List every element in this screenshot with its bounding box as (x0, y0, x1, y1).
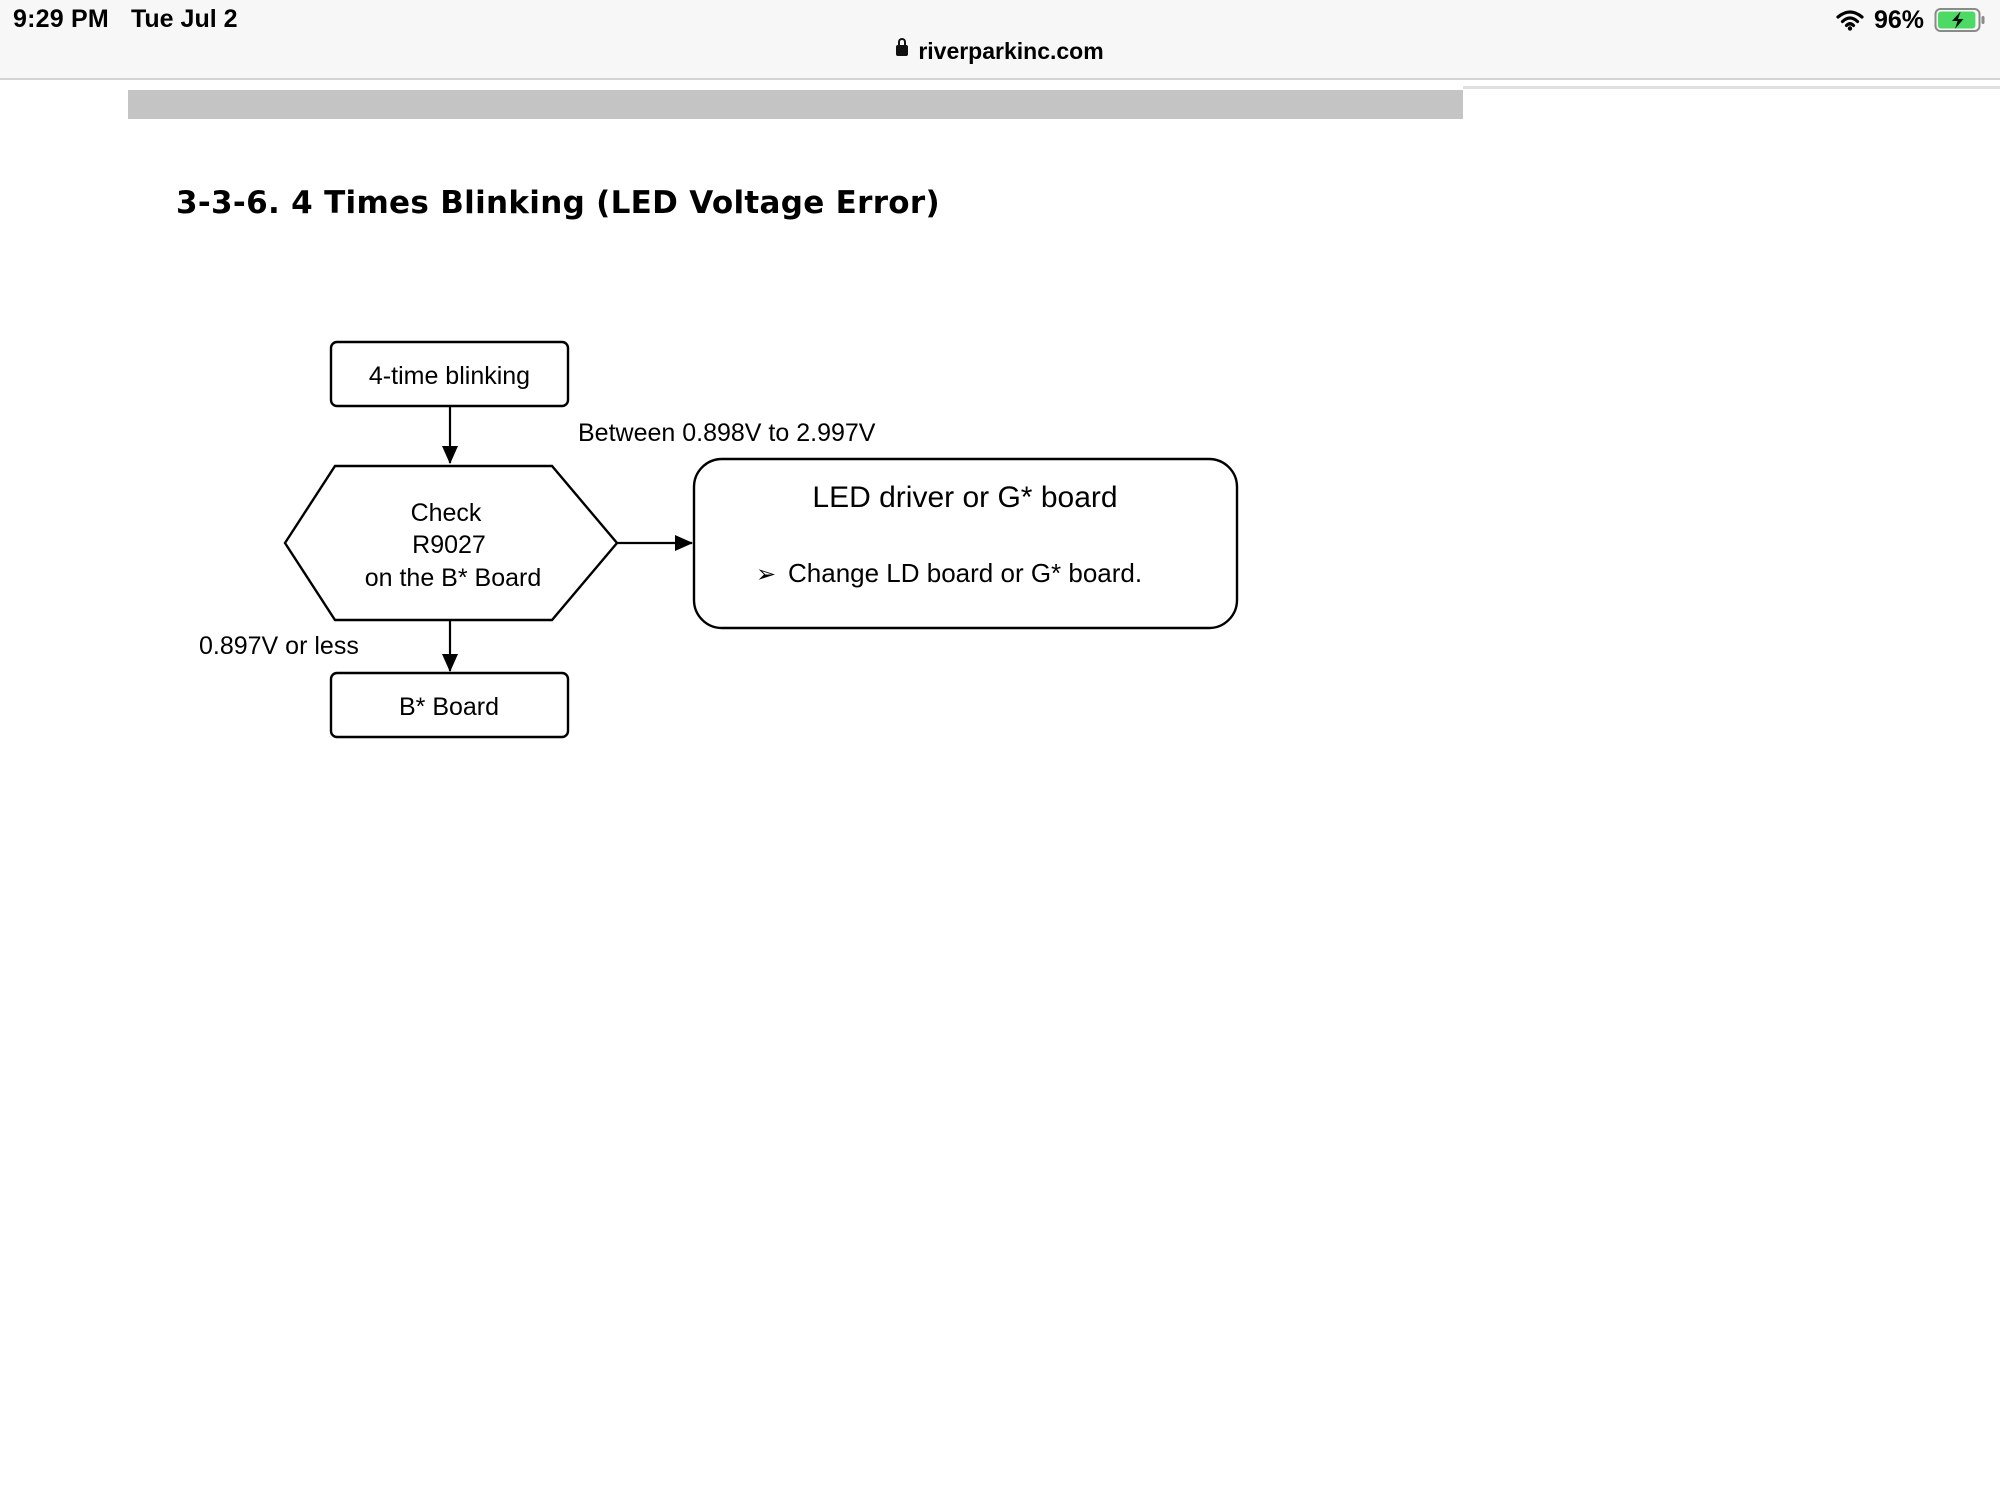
result-right-title: LED driver or G* board (812, 481, 1118, 514)
url-text[interactable]: riverparkinc.com (918, 38, 1104, 64)
start-node-label: 4-time blinking (368, 362, 531, 390)
status-time: 9:29 PM (13, 5, 109, 33)
battery-percent: 96% (1873, 5, 1924, 34)
decision-line-1: Check (410, 499, 482, 527)
decision-line-2: R9027 (412, 531, 486, 559)
decision-line-3: on the B* Board (364, 564, 542, 592)
section-title: 3-3-6. 4 Times Blinking (LED Voltage Error) (176, 185, 940, 221)
edge-right-label: Between 0.898V to 2.997V (578, 419, 876, 447)
result-right-action: Change LD board or G* board. (788, 558, 1143, 588)
status-date: Tue Jul 2 (131, 5, 238, 33)
result-right-bullet: ➢ (756, 561, 777, 588)
edge-down-label: 0.897V or less (199, 632, 359, 660)
result-down-label: B* Board (398, 693, 500, 721)
